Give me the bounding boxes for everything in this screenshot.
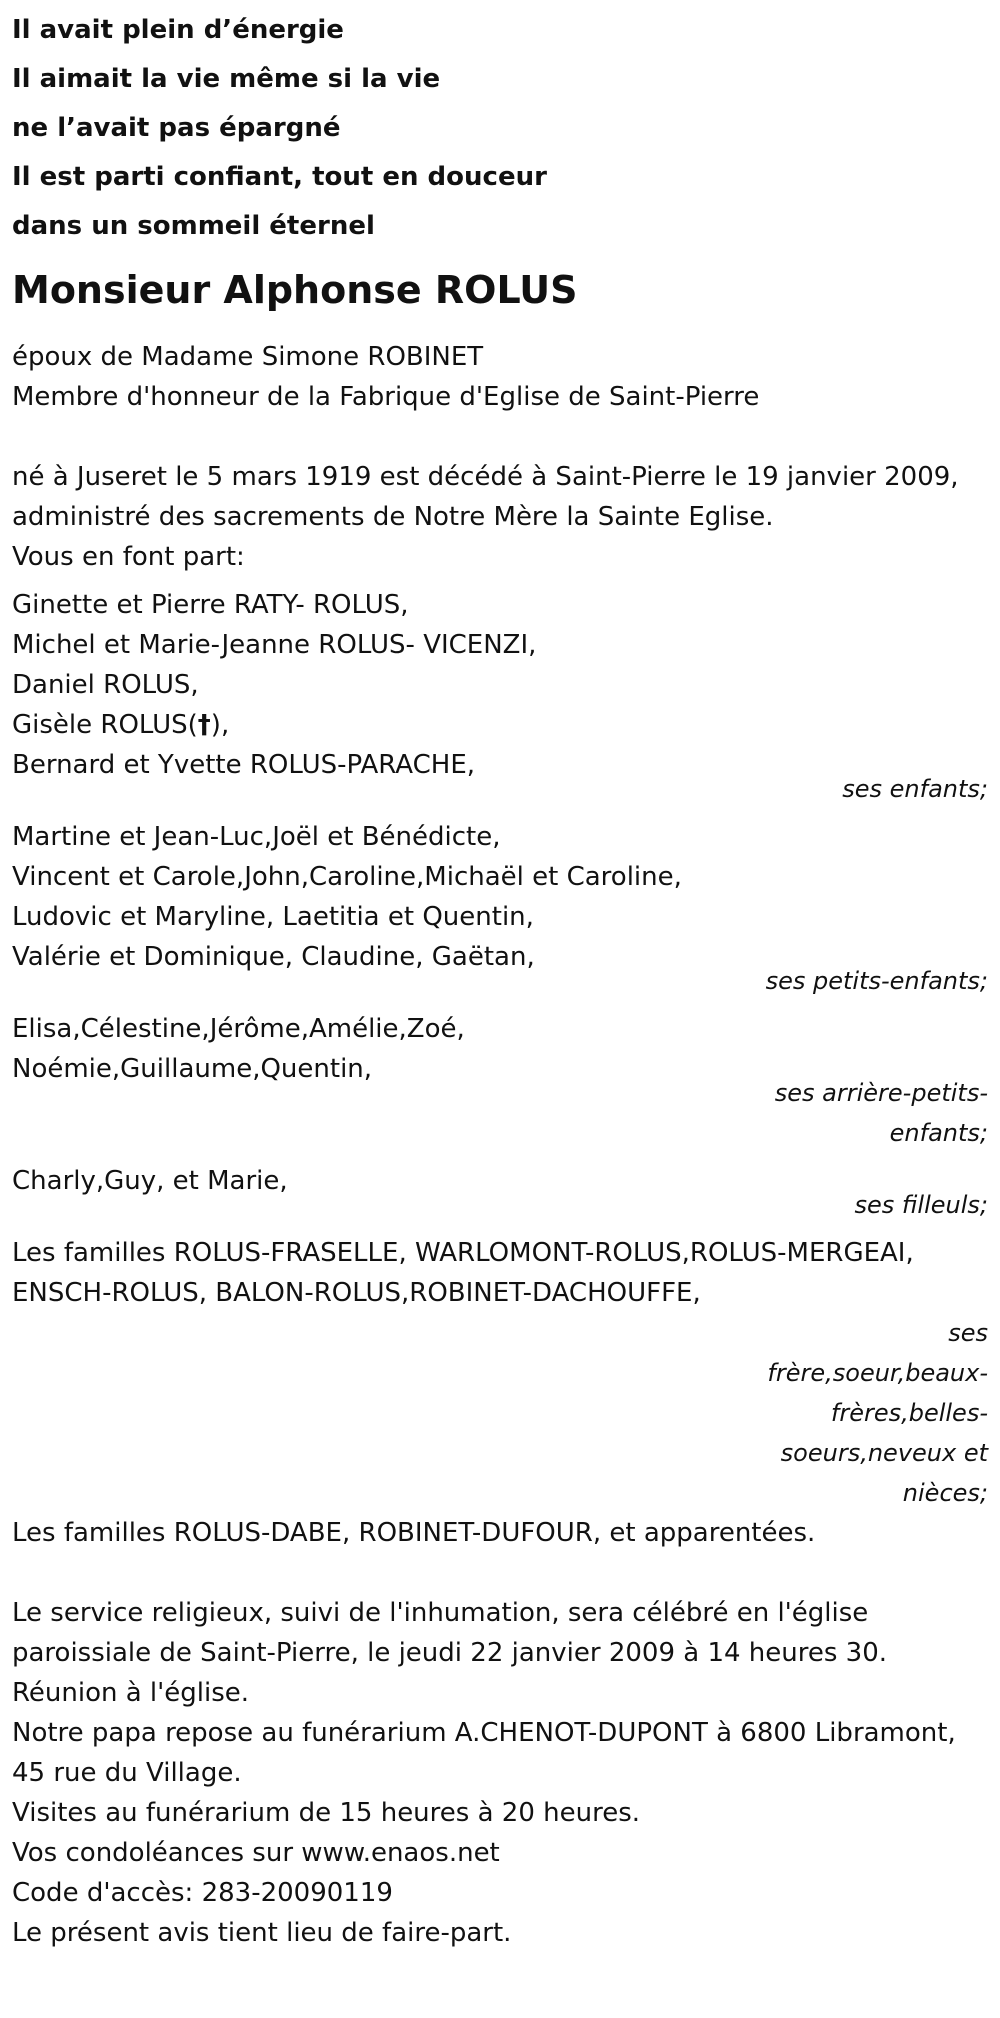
relationship-label: frère,soeur,beaux- <box>767 1359 988 1387</box>
list-item: Valérie et Dominique, Claudine, Gaëtan, <box>12 942 535 972</box>
cross-symbol: † <box>197 710 211 740</box>
list-item: Elisa,Célestine,Jérôme,Amélie,Zoé, <box>12 1014 465 1044</box>
visits-line: Visites au funérarium de 15 heures à 20 heures. <box>12 1798 641 1828</box>
service-line: paroissiale de Saint-Pierre, le jeudi 22 janvier 2009 à 14 heures 30. <box>12 1638 888 1668</box>
relationship-label: soeurs,neveux et <box>780 1439 988 1467</box>
relationship-label: nièces; <box>902 1479 988 1507</box>
list-item: Bernard et Yvette ROLUS-PARACHE, <box>12 750 476 780</box>
relationship-label: ses enfants; <box>842 775 988 803</box>
announce-line: Vous en font part: <box>12 542 245 572</box>
meeting-line: Réunion à l'église. <box>12 1678 250 1708</box>
list-item <box>12 705 988 745</box>
notice-line: Le présent avis tient lieu de faire-part. <box>12 1918 512 1948</box>
children-group <box>12 585 988 809</box>
list-item: ENSCH-ROLUS, BALON-ROLUS,ROBINET-DACHOUFFE, <box>12 1278 701 1308</box>
condolences-line: Vos condoléances sur www.enaos.net <box>12 1838 500 1868</box>
spouse-line: époux de Madame Simone ROBINET <box>12 342 484 372</box>
godchildren-group <box>12 1161 988 1225</box>
families-group <box>12 1233 988 1513</box>
verse-line: Il avait plein d’énergie <box>12 15 344 45</box>
service-line: Le service religieux, suivi de l'inhumation, sera célébré en l'église <box>12 1598 869 1628</box>
list-item: Charly,Guy, et Marie, <box>12 1166 288 1196</box>
list-item-text: Gisèle ROLUS( <box>12 710 198 740</box>
deceased-name: Monsieur Alphonse ROLUS <box>12 268 578 312</box>
verse-line: dans un sommeil éternel <box>12 211 375 241</box>
verse-line: ne l’avait pas épargné <box>12 113 341 143</box>
relationship-label: ses petits-enfants; <box>765 967 988 995</box>
list-item-suffix: ), <box>210 710 230 740</box>
relationship-label: enfants; <box>889 1119 988 1147</box>
birth-death-line: né à Juseret le 5 mars 1919 est décédé à Saint-Pierre le 19 janvier 2009, <box>12 462 959 492</box>
list-item: Martine et Jean-Luc,Joël et Bénédicte, <box>12 822 501 852</box>
relationship-label: ses arrière-petits- <box>774 1079 988 1107</box>
verse <box>12 6 988 251</box>
relationship-label: ses <box>948 1319 988 1347</box>
verse-line: Il aimait la vie même si la vie <box>12 64 441 94</box>
notice-body <box>12 313 988 1953</box>
list-item: Michel et Marie-Jeanne ROLUS- VICENZI, <box>12 630 537 660</box>
list-item: Ludovic et Maryline, Laetitia et Quentin, <box>12 902 534 932</box>
list-item: Noémie,Guillaume,Quentin, <box>12 1054 373 1084</box>
list-item: Vincent et Carole,John,Caroline,Michaël et Caroline, <box>12 862 682 892</box>
sacraments-line: administré des sacrements de Notre Mère la Sainte Eglise. <box>12 502 774 532</box>
list-item: Les familles ROLUS-FRASELLE, WARLOMONT-ROLUS,ROLUS-MERGEAI, <box>12 1238 914 1268</box>
grandchildren-group <box>12 817 988 1001</box>
great-grandchildren-group <box>12 1009 988 1153</box>
relationship-label: ses filleuls; <box>854 1191 988 1219</box>
relationship-label: frères,belles- <box>830 1399 988 1427</box>
title-line: Membre d'honneur de la Fabrique d'Eglise de Saint-Pierre <box>12 382 760 412</box>
list-item: Ginette et Pierre RATY- ROLUS, <box>12 590 409 620</box>
rest-line: 45 rue du Village. <box>12 1758 242 1788</box>
access-code-line: Code d'accès: 283-20090119 <box>12 1878 393 1908</box>
rest-line: Notre papa repose au funérarium A.CHENOT-DUPONT à 6800 Libramont, <box>12 1718 956 1748</box>
list-item: Daniel ROLUS, <box>12 670 199 700</box>
related-families-line: Les familles ROLUS-DABE, ROBINET-DUFOUR, et apparentées. <box>12 1518 816 1548</box>
verse-line: Il est parti confiant, tout en douceur <box>12 162 547 192</box>
